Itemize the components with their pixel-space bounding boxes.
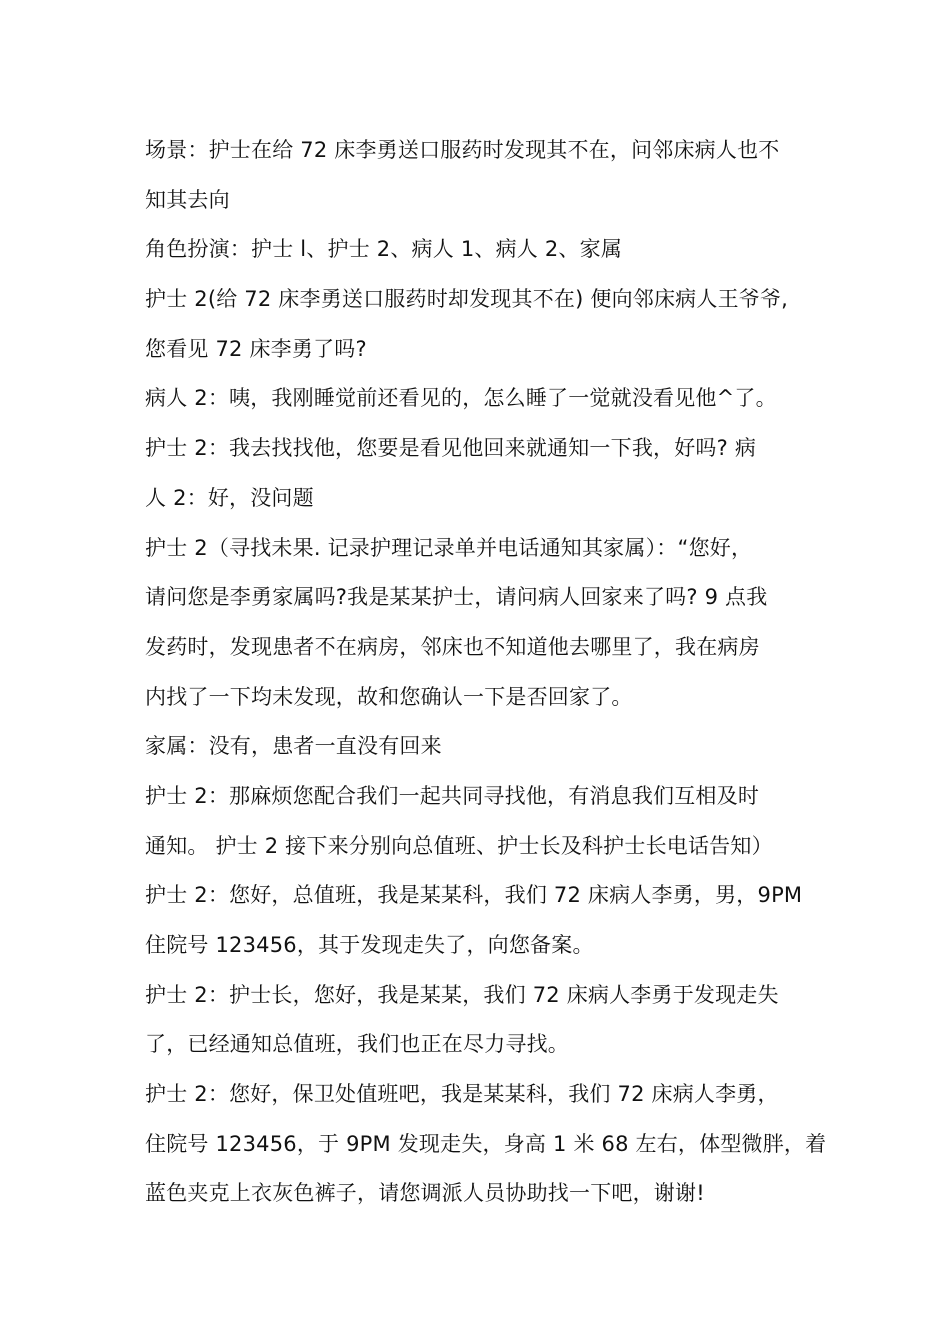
text-line: 您看见 72 床李勇了吗? <box>145 336 367 361</box>
text-line: 内找了一下均未发现，故和您确认一下是否回家了。 <box>145 684 633 709</box>
text-line: 护士 2：您好，保卫处值班吧，我是某某科，我们 72 床病人李勇， <box>145 1082 779 1107</box>
text-line: 人 2：好，没问题 <box>145 485 314 510</box>
text-line: 家属：没有，患者一直没有回来 <box>145 734 442 759</box>
text-line: 发药时，发现患者不在病房，邻床也不知道他去哪里了，我在病房 <box>145 634 760 659</box>
text-line: 护士 2：您好，总值班，我是某某科，我们 72 床病人李勇，男，9PM <box>145 883 803 908</box>
text-line: 护士 2（寻找未果. 记录护理记录单并电话通知其家属）：“您好， <box>145 535 753 560</box>
text-line: 护士 2(给 72 床李勇送口服药时却发现其不在) 便向邻床病人王爷爷, <box>145 287 789 312</box>
text-line: 了，已经通知总值班，我们也正在尽力寻找。 <box>145 1032 569 1057</box>
text-line: 护士 2：我去找找他，您要是看见他回来就通知一下我，好吗? 病 <box>145 436 757 461</box>
text-line: 护士 2：那麻烦您配合我们一起共同寻找他，有消息我们互相及时 <box>145 783 760 808</box>
document-body <box>145 126 825 1219</box>
text-line: 角色扮演：护士 l、护士 2、病人 1、病人 2、家属 <box>145 237 623 262</box>
text-line: 请问您是李勇家属吗?我是某某护士，请问病人回家来了吗? 9 点我 <box>145 585 768 610</box>
text-line: 病人 2：咦，我刚睡觉前还看见的，怎么睡了一觉就没看见他^了。 <box>145 386 777 411</box>
text-line: 住院号 123456，于 9PM 发现走失，身高 1 米 68 左右，体型微胖，着 <box>145 1131 827 1156</box>
text-line: 住院号 123456，其于发现走失了，向您备案。 <box>145 933 594 957</box>
text-line: 场景：护士在给 72 床李勇送口服药时发现其不在，问邻床病人也不 <box>145 138 780 162</box>
text-line: 知其去向 <box>145 187 230 212</box>
text-line: 护士 2：护士长，您好，我是某某，我们 72 床病人李勇于发现走失 <box>145 982 779 1007</box>
text-line: 蓝色夹克上衣灰色裤子，请您调派人员协助找一下吧，谢谢! <box>145 1181 705 1206</box>
text-line: 通知。 护士 2 接下来分别向总值班、护士长及科护士长电话告知） <box>145 833 773 858</box>
